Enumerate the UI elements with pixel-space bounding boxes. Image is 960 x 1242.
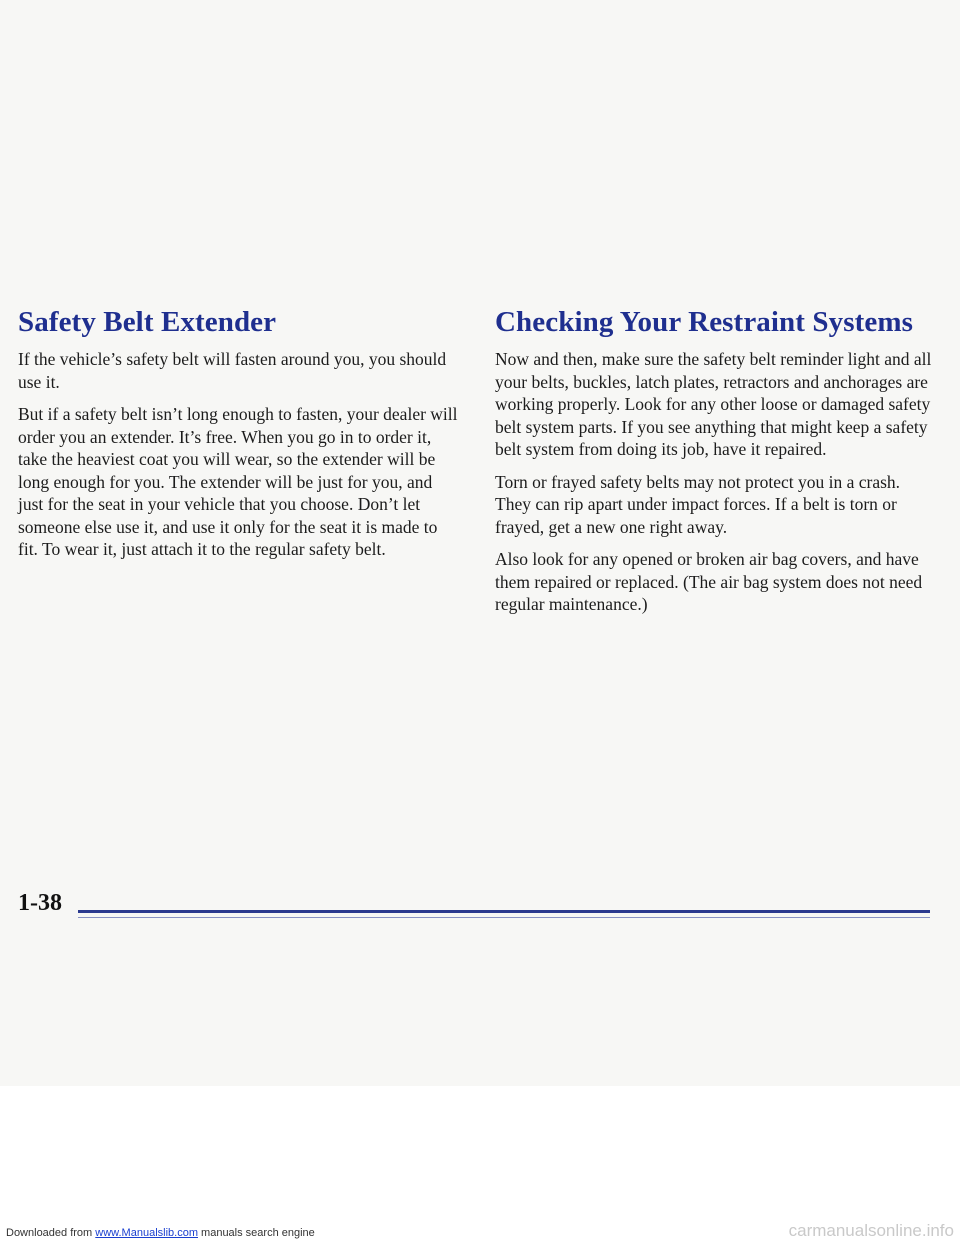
paragraph: Now and then, make sure the safety belt reminder light and all your belts, buckles, latch plates, retractors and anchorages are working properly. Look for any other loose or damaged safety belt system parts. If you see anything that might keep a safety belt system from doing its job, have it repaired. [495,349,932,459]
footer-rule [78,910,930,913]
section-heading-checking-restraint-systems: Checking Your Restraint Systems [495,306,913,338]
page-number: 1-38 [18,890,62,916]
paragraph: If the vehicle’s safety belt will fasten around you, you should use it. [18,349,447,392]
section-heading-safety-belt-extender: Safety Belt Extender [18,306,277,338]
watermark: carmanualsonline.info [788,1221,954,1240]
paragraph: Torn or frayed safety belts may not protect you in a crash. They can rip apart under impact forces. If a belt is torn or frayed, get a new one right away. [495,471,901,537]
footer-prefix: Downloaded from [6,1227,96,1239]
download-footer [6,1227,315,1239]
footer-suffix: manuals search engine [197,1227,315,1239]
left-column [18,348,458,571]
paragraph: But if a safety belt isn’t long enough to fasten, your dealer will order you an extender. It’s free. When you go in to order it, take the heaviest coat you will wear, so the extender will be long enough for you. The extender will be just for you, and just for the seat in your vehicle that you choose. Don’t let someone else use it, and use it only for the seat it is made to fit. To wear it, just attach it to the regular safety belt. [18,404,458,559]
right-column [495,348,935,626]
paragraph: Also look for any opened or broken air bag covers, and have them repaired or replaced. (The air bag system does not need regular maintenance.) [495,549,923,614]
footer-rule-thin [78,917,930,918]
manualslib-link[interactable]: www.Manualslib.com [95,1227,198,1239]
